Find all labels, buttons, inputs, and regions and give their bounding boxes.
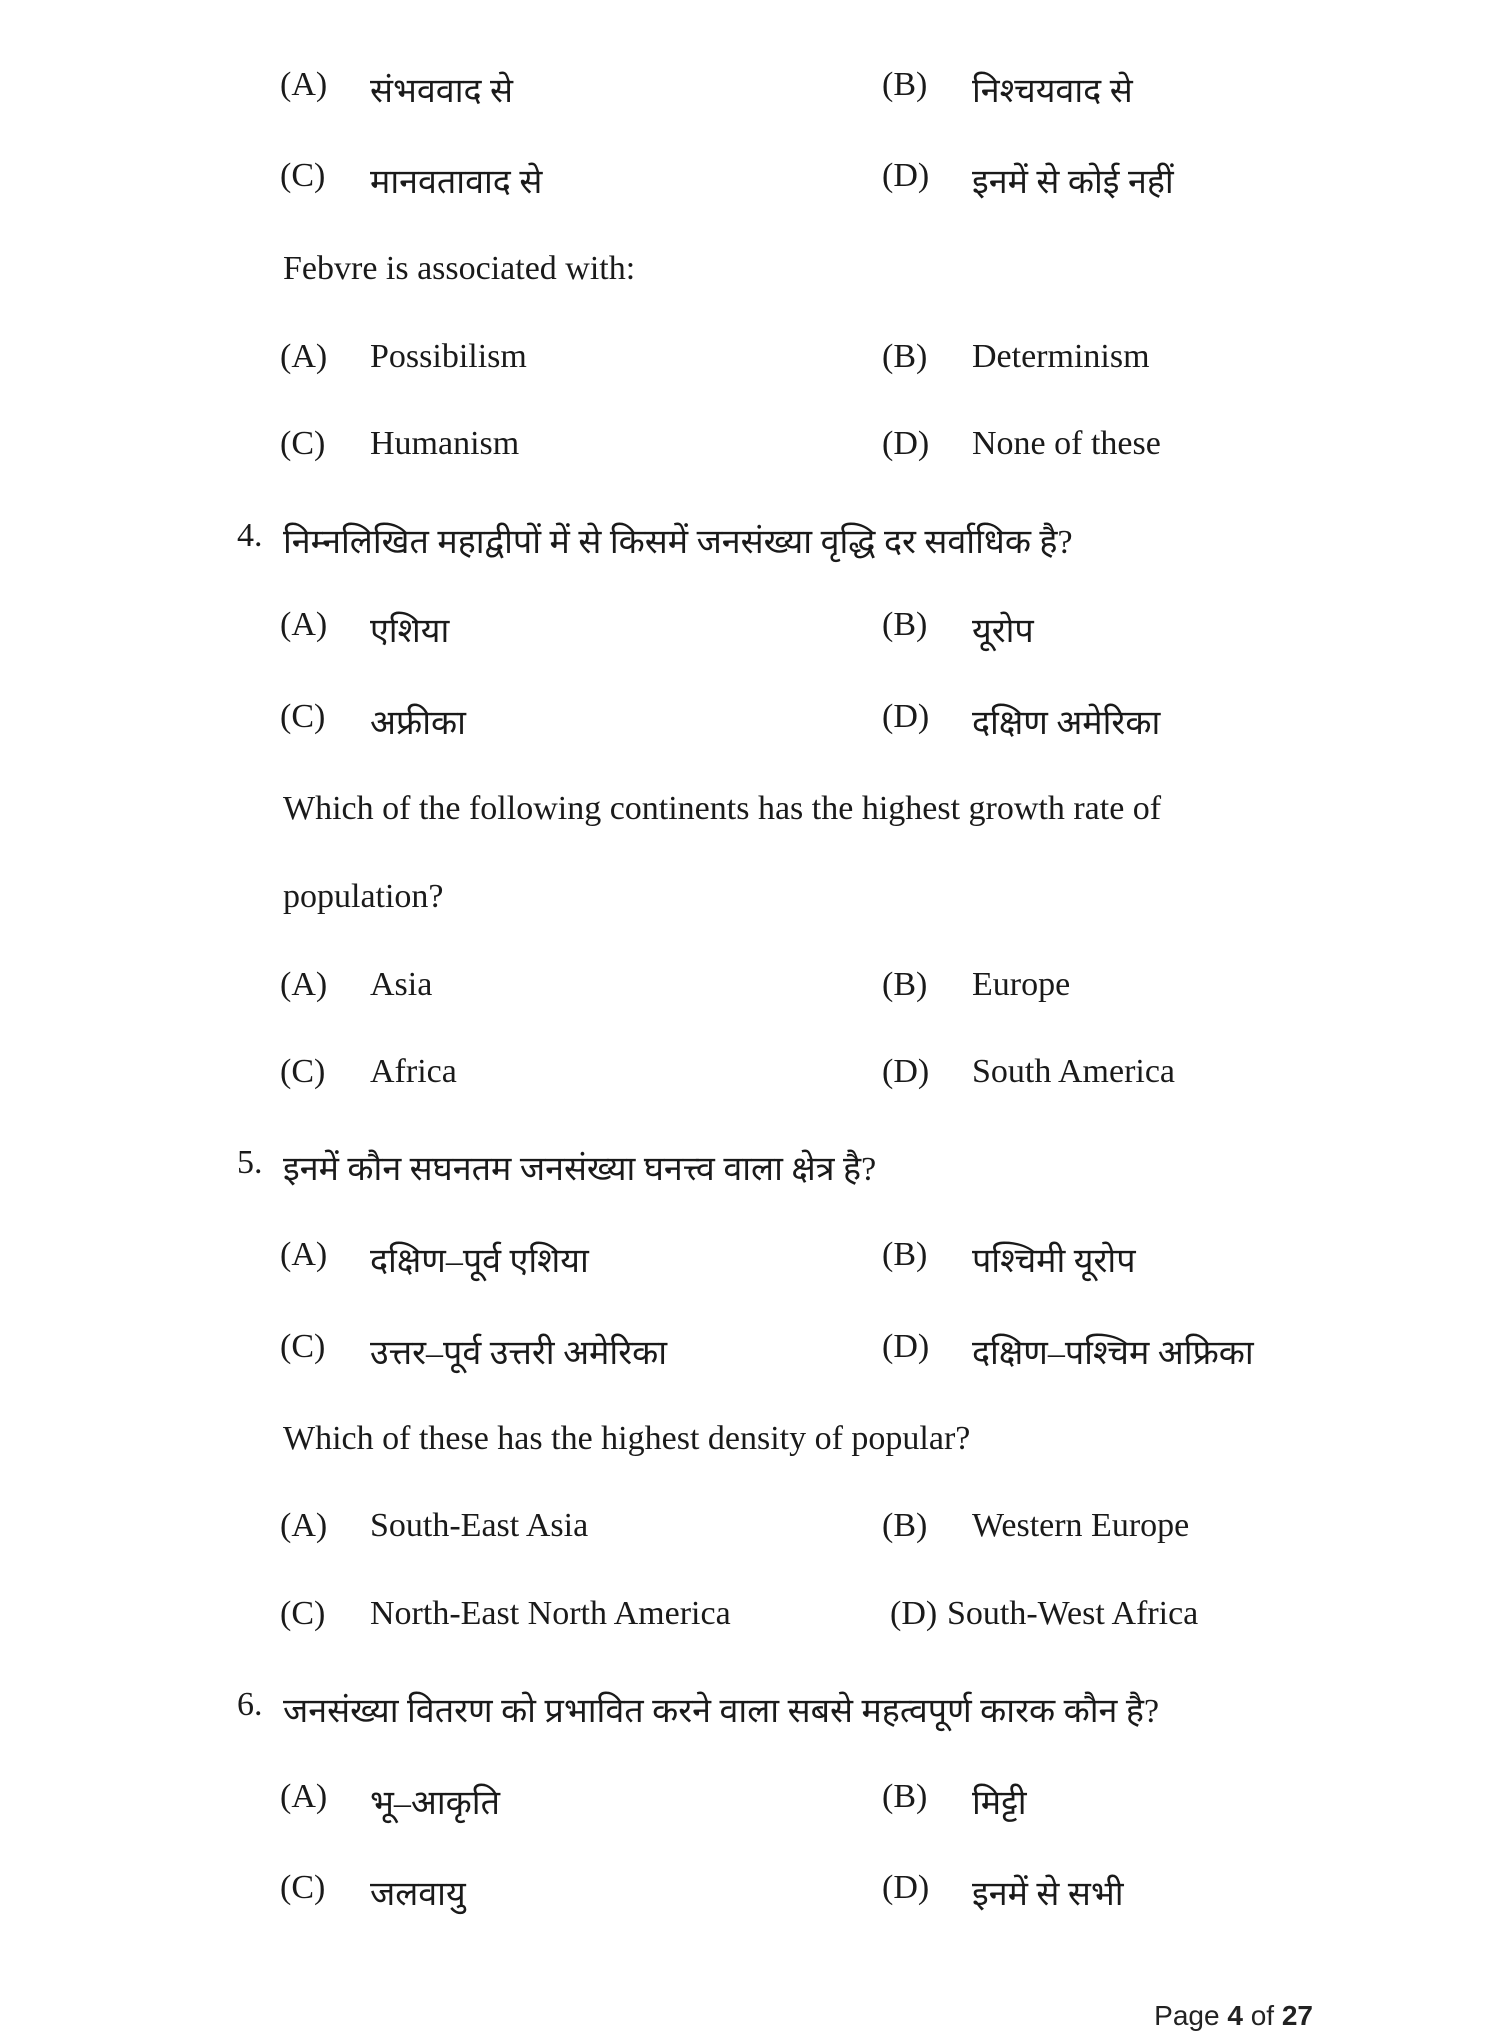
- option-text: Western Europe: [972, 1507, 1190, 1544]
- option-text: Africa: [370, 1053, 457, 1090]
- option-letter: (B): [882, 66, 928, 103]
- option-text: South-East Asia: [370, 1507, 589, 1544]
- page-label: Page: [1154, 2000, 1220, 2031]
- option-text: Asia: [370, 966, 433, 1003]
- option-text: दक्षिण–पूर्व एशिया: [370, 1243, 589, 1280]
- option-letter: (B): [882, 1507, 928, 1544]
- option-text: Determinism: [972, 338, 1150, 375]
- option-letter: (A): [280, 338, 328, 375]
- option-letter: (D): [882, 1053, 930, 1090]
- question-text-en: Which of the following continents has the highest growth rate of: [283, 790, 1162, 827]
- question-text-hi: जनसंख्या वितरण को प्रभावित करने वाला सबसे महत्वपूर्ण कारक कौन है?: [283, 1693, 1160, 1730]
- option-letter: (A): [280, 1236, 328, 1273]
- option-letter: (B): [882, 338, 928, 375]
- question-text-hi: निम्नलिखित महाद्वीपों में से किसमें जनसंख्या वृद्धि दर सर्वाधिक है?: [283, 524, 1073, 561]
- question-text-en: Which of these has the highest density of popular?: [283, 1420, 971, 1457]
- option-text: None of these: [972, 425, 1161, 462]
- page-indicator: [1154, 2000, 1313, 2032]
- option-letter: (C): [280, 1869, 326, 1906]
- option-text: Possibilism: [370, 338, 527, 375]
- option-letter: (D): [882, 1869, 930, 1906]
- option-letter: (D): [882, 425, 930, 462]
- option-text: उत्तर–पूर्व उत्तरी अमेरिका: [370, 1335, 668, 1372]
- option-text: दक्षिण–पश्चिम अफ्रिका: [972, 1335, 1254, 1372]
- option-text: South-West Africa: [947, 1595, 1199, 1632]
- option-letter: (B): [882, 606, 928, 643]
- option-letter: (C): [280, 157, 326, 194]
- option-letter: (D): [882, 698, 930, 735]
- option-letter: (B): [882, 966, 928, 1003]
- option-text: दक्षिण अमेरिका: [972, 705, 1161, 742]
- option-text: यूरोप: [972, 613, 1034, 650]
- option-letter: (A): [280, 966, 328, 1003]
- option-text: जलवायु: [370, 1876, 466, 1913]
- option-text: पश्चिमी यूरोप: [972, 1243, 1136, 1280]
- total-pages: 27: [1281, 2000, 1313, 2031]
- option-letter: (D): [890, 1595, 938, 1632]
- question-text-hi: इनमें कौन सघनतम जनसंख्या घनत्त्व वाला क्षेत्र है?: [283, 1151, 877, 1188]
- question-text-en: Febvre is associated with:: [283, 250, 636, 287]
- option-text: अफ्रीका: [370, 705, 466, 742]
- option-letter: (C): [280, 698, 326, 735]
- option-text: मानवतावाद से: [370, 164, 543, 201]
- option-letter: (C): [280, 1053, 326, 1090]
- option-text: Europe: [972, 966, 1071, 1003]
- option-text: इनमें से कोई नहीं: [972, 164, 1174, 201]
- option-letter: (A): [280, 606, 328, 643]
- option-text: North-East North America: [370, 1595, 731, 1632]
- option-text: एशिया: [370, 613, 450, 650]
- question-number: 4.: [237, 517, 263, 554]
- option-text: South America: [972, 1053, 1176, 1090]
- option-text: Humanism: [370, 425, 520, 462]
- question-text-en-cont: population?: [283, 878, 444, 915]
- option-letter: (A): [280, 1507, 328, 1544]
- option-text: मिट्टी: [972, 1785, 1027, 1822]
- option-letter: (C): [280, 425, 326, 462]
- option-text: संभववाद से: [370, 73, 514, 110]
- option-text: भू–आकृति: [370, 1785, 500, 1822]
- option-letter: (C): [280, 1595, 326, 1632]
- option-text: इनमें से सभी: [972, 1876, 1124, 1913]
- option-letter: (A): [280, 66, 328, 103]
- question-number: 6.: [237, 1686, 263, 1723]
- option-letter: (D): [882, 1328, 930, 1365]
- question-number: 5.: [237, 1144, 263, 1181]
- option-letter: (A): [280, 1778, 328, 1815]
- page-of: of: [1250, 2000, 1275, 2031]
- option-letter: (C): [280, 1328, 326, 1365]
- option-letter: (B): [882, 1236, 928, 1273]
- option-text: निश्चयवाद से: [972, 73, 1133, 110]
- current-page: 4: [1227, 2000, 1243, 2031]
- option-letter: (D): [882, 157, 930, 194]
- option-letter: (B): [882, 1778, 928, 1815]
